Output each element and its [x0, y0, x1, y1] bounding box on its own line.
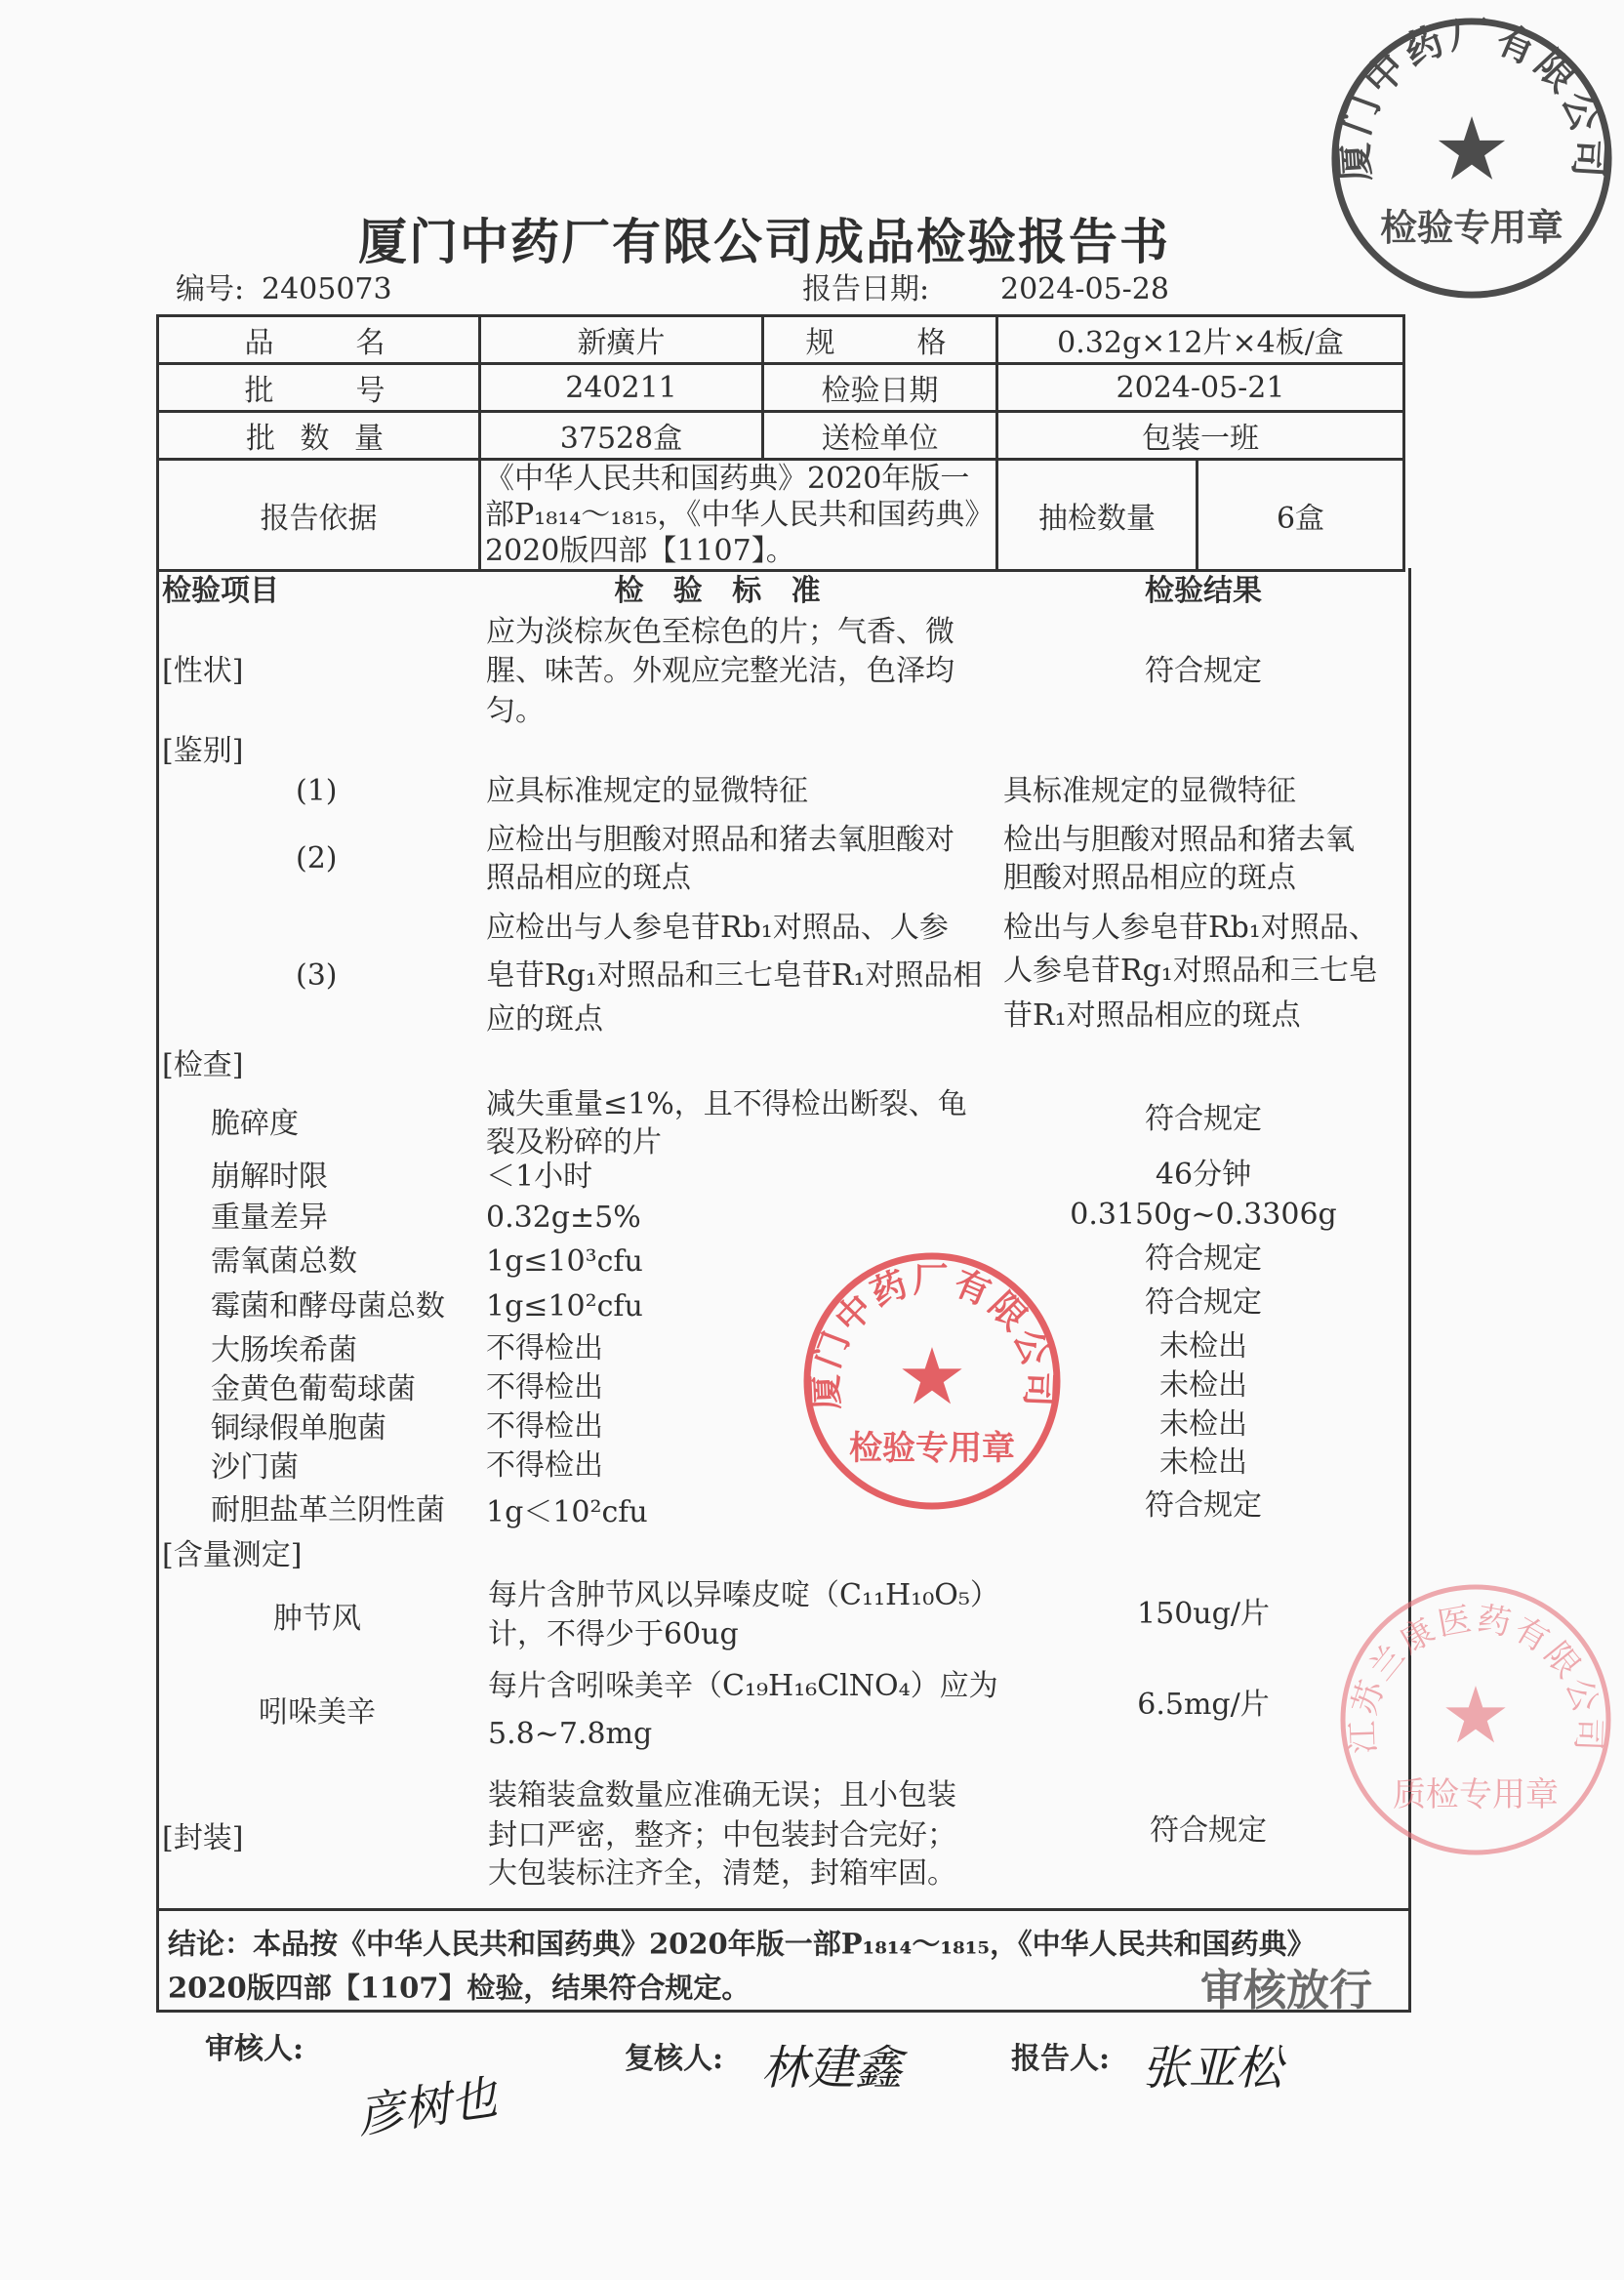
star-icon: ★ — [897, 1331, 967, 1422]
ident-result: 具标准规定的显微特征 — [1003, 774, 1296, 808]
release-stamp: 审核放行 — [1200, 1966, 1372, 2015]
product-name: 新癀片 — [480, 316, 763, 364]
check-name: 重量差异 — [211, 1201, 328, 1235]
stamp-bottom-text: 检验专用章 — [849, 1429, 1015, 1468]
check-std: 不得检出 — [486, 1409, 603, 1444]
packaging-std: 封口严密，整齐；中包装封合完好； — [488, 1818, 956, 1852]
check-name: 需氧菌总数 — [211, 1244, 357, 1279]
checker-signature: 林建鑫 — [761, 2041, 903, 2096]
assay-name: 肿节风 — [273, 1602, 361, 1636]
ident-no: (3) — [296, 958, 338, 993]
appearance-std-3: 匀。 — [486, 694, 545, 728]
batch-qty-label: 批 数 量 — [158, 412, 480, 460]
check-name: 沙门菌 — [211, 1450, 299, 1485]
stamp-bottom-text: 检验专用章 — [1380, 205, 1563, 249]
ident-result: 检出与胆酸对照品和猪去氧 — [1003, 823, 1355, 857]
col-standard: 检 验 标 准 — [614, 574, 831, 608]
packaging-std: 大包装标注齐全，清楚，封箱牢固。 — [488, 1856, 956, 1891]
ident-result: 人参皂苷Rg₁对照品和三七皂 — [1003, 954, 1378, 988]
batch-no-label: 批 号 — [158, 364, 480, 412]
check-std: 1g≤10³cfu — [486, 1244, 643, 1279]
check-result: 符合规定 — [1145, 1488, 1262, 1523]
inspect-date-label: 检验日期 — [763, 364, 997, 412]
col-item: 检验项目 — [162, 574, 279, 608]
spec-label: 规 格 — [763, 316, 997, 364]
appearance-result: 符合规定 — [1145, 654, 1262, 688]
basis-label: 报告依据 — [158, 460, 480, 571]
check-result: 46分钟 — [1155, 1158, 1252, 1192]
sample-qty: 6盒 — [1198, 460, 1404, 571]
basis: 《中华人民共和国药典》2020年版一部P₁₈₁₄～₁₈₁₅，《中华人民共和国药典》2020版四部【1107】。 — [480, 460, 997, 571]
check-std: 裂及粉碎的片 — [486, 1125, 662, 1160]
conclusion-line-1: 结论：本品按《中华人民共和国药典》2020年版一部P₁₈₁₄～₁₈₁₅，《中华人民共和国药典》 — [168, 1927, 1316, 1961]
check-std: 不得检出 — [486, 1331, 603, 1365]
batch-no: 240211 — [480, 364, 763, 412]
ident-result: 胆酸对照品相应的斑点 — [1003, 861, 1296, 895]
product-name-label: 品 名 — [158, 316, 480, 364]
ident-no: (1) — [296, 774, 338, 808]
dept: 包装一班 — [997, 412, 1404, 460]
inspect-date: 2024-05-21 — [997, 364, 1404, 412]
check-name: 铜绿假单胞菌 — [211, 1411, 386, 1445]
check-name: 霉菌和酵母菌总数 — [211, 1289, 445, 1323]
document-title: 厦门中药厂有限公司成品检验报告书 — [358, 213, 1170, 270]
appearance-label: [性状] — [162, 654, 244, 688]
star-icon: ★ — [1441, 1670, 1511, 1761]
assay-std: 每片含肿节风以异嗪皮啶（C₁₁H₁₀O₅） — [488, 1578, 999, 1612]
ident-result: 苷R₁对照品相应的斑点 — [1003, 998, 1301, 1033]
ident-std: 应检出与人参皂苷Rb₁对照品、人参 — [486, 911, 949, 945]
checks-label: [检查] — [162, 1048, 244, 1082]
dept-label: 送检单位 — [763, 412, 997, 460]
ident-std: 皂苷Rg₁对照品和三七皂苷R₁对照品相 — [486, 958, 983, 993]
report-date: 2024-05-28 — [1000, 272, 1169, 306]
check-std: 不得检出 — [486, 1370, 603, 1405]
check-result: 未检出 — [1159, 1329, 1247, 1364]
ident-std: 应的斑点 — [486, 1002, 603, 1037]
check-std: 0.32g±5% — [486, 1201, 641, 1235]
conclusion-line-2: 2020版四部【1107】检验，结果符合规定。 — [168, 1971, 751, 2005]
report-no-label: 编号: — [176, 272, 245, 306]
assay-name: 吲哚美辛 — [259, 1695, 376, 1730]
stamp-ring-text: 江苏兰康医药有限公司 — [1343, 1599, 1608, 1755]
reviewer-signature: 彦树也 — [353, 2070, 501, 2144]
ident-result: 检出与人参皂苷Rb₁对照品、 — [1003, 911, 1378, 945]
assay-result: 150ug/片 — [1137, 1597, 1270, 1631]
assay-result: 6.5mg/片 — [1137, 1688, 1270, 1722]
check-std: 减失重量≤1%，且不得检出断裂、龟 — [486, 1087, 967, 1121]
assay-std: 每片含吲哚美辛（C₁₉H₁₆ClNO₄）应为 — [488, 1669, 998, 1703]
reviewer-label: 审核人: — [205, 2032, 304, 2066]
assay-std: 5.8~7.8mg — [488, 1717, 653, 1751]
assay-label: [含量测定] — [162, 1538, 303, 1572]
check-name: 金黄色葡萄球菌 — [211, 1372, 416, 1406]
check-result: 符合规定 — [1145, 1242, 1262, 1276]
check-name: 耐胆盐革兰阴性菌 — [211, 1493, 445, 1527]
packaging-label: [封装] — [162, 1821, 244, 1855]
check-result: 符合规定 — [1145, 1102, 1262, 1136]
conclusion-divider — [156, 1908, 1408, 1911]
sample-qty-label: 抽检数量 — [997, 460, 1198, 571]
check-result: 未检出 — [1159, 1445, 1247, 1480]
assay-std: 计，不得少于60ug — [488, 1617, 739, 1651]
ident-std: 应检出与胆酸对照品和猪去氧胆酸对 — [486, 823, 954, 857]
check-result: 未检出 — [1159, 1407, 1247, 1442]
packaging-result: 符合规定 — [1150, 1813, 1267, 1848]
header-table — [156, 314, 1405, 572]
appearance-std-2: 腥、味苦。外观应完整光洁，色泽均 — [486, 654, 954, 688]
stamp-ring-text: 厦门中药厂有限公司 — [1331, 14, 1612, 183]
ident-std: 应具标准规定的显微特征 — [486, 774, 808, 808]
inspection-stamp-top — [1327, 14, 1616, 303]
ident-no: (2) — [296, 841, 338, 875]
check-std: 1g≤10²cfu — [486, 1289, 643, 1323]
report-no: 2405073 — [262, 272, 392, 306]
quality-stamp-lower — [1337, 1581, 1614, 1858]
stamp-ring-text: 厦门中药厂有限公司 — [804, 1259, 1060, 1411]
check-std: 不得检出 — [486, 1448, 603, 1483]
ident-std: 照品相应的斑点 — [486, 861, 691, 895]
check-name: 崩解时限 — [211, 1160, 328, 1194]
check-name: 大肠埃希菌 — [211, 1333, 357, 1367]
check-name: 脆碎度 — [211, 1107, 299, 1141]
reporter-signature: 张亚松 — [1142, 2041, 1283, 2096]
check-result: 符合规定 — [1145, 1285, 1262, 1320]
spec: 0.32g×12片×4板/盒 — [997, 316, 1404, 364]
check-std: ＜1小时 — [486, 1160, 593, 1194]
report-date-label: 报告日期: — [802, 272, 930, 306]
identification-label: [鉴别] — [162, 734, 244, 768]
appearance-std-1: 应为淡棕灰色至棕色的片；气香、微 — [486, 615, 954, 649]
star-icon: ★ — [1433, 99, 1511, 200]
inspection-stamp-middle — [800, 1249, 1064, 1513]
checker-label: 复核人: — [625, 2042, 724, 2076]
check-std: 1g＜10²cfu — [486, 1495, 648, 1529]
stamp-bottom-text: 质检专用章 — [1393, 1775, 1559, 1814]
reporter-label: 报告人: — [1011, 2042, 1111, 2076]
batch-qty: 37528盒 — [480, 412, 763, 460]
packaging-std: 装箱装盒数量应准确无误；且小包装 — [488, 1778, 956, 1812]
check-result: 0.3150g~0.3306g — [1070, 1198, 1337, 1232]
col-result: 检验结果 — [1145, 574, 1262, 608]
check-result: 未检出 — [1159, 1368, 1247, 1403]
